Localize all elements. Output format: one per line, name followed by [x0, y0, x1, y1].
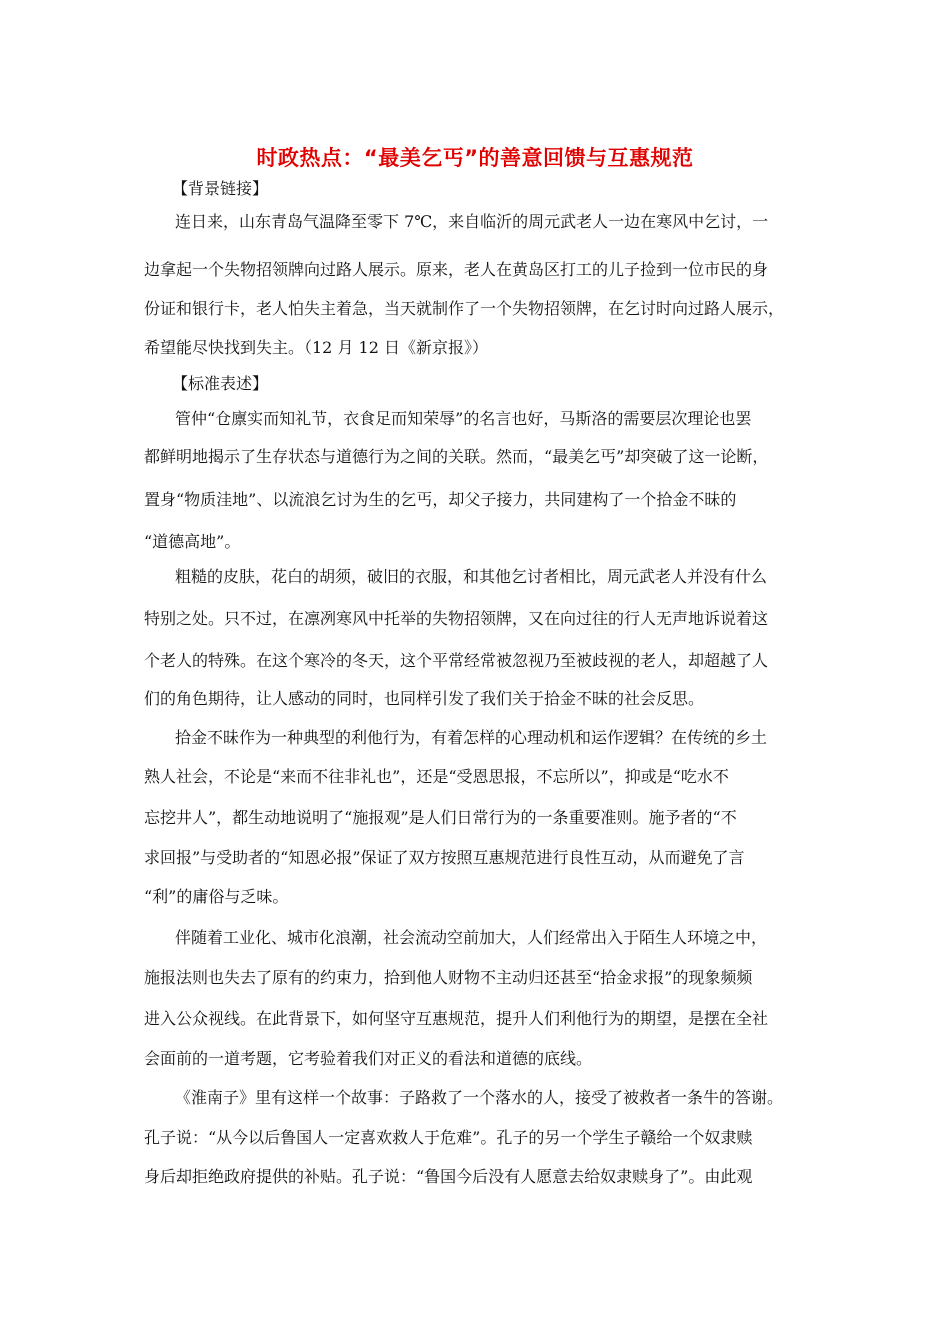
paragraph-line: 《淮南子》里有这样一个故事：子路救了一个落水的人，接受了被救者一条牛的答谢。: [175, 1088, 784, 1107]
paragraph-line: 熟人社会，不论是“来而不往非礼也”，还是“受恩思报，不忘所以”，抑或是“吃水不: [144, 767, 729, 786]
paragraph-line: 特别之处。只不过，在凛冽寒风中托举的失物招领牌，又在向过往的行人无声地诉说着这: [144, 609, 769, 628]
paragraph-line: 个老人的特殊。在这个寒冷的冬天，这个平常经常被忽视乃至被歧视的老人，却超越了人: [144, 651, 769, 670]
paragraph-line: 置身“物质洼地”、以流浪乞讨为生的乞丐，却父子接力，共同建构了一个拾金不昧的: [144, 490, 737, 509]
section-heading-background: 【背景链接】: [172, 179, 269, 198]
paragraph-line: 连日来，山东青岛气温降至零下 7℃，来自临沂的周元武老人一边在寒风中乞讨，一: [175, 212, 769, 231]
paragraph-line: 进入公众视线。在此背景下，如何坚守互惠规范，提升人们利他行为的期望，是摆在全社: [144, 1009, 769, 1028]
paragraph-line: 求回报”与受助者的“知恩必报”保证了双方按照互惠规范进行良性互动，从而避免了言: [144, 848, 745, 867]
paragraph-line: 们的角色期待，让人感动的同时，也同样引发了我们关于拾金不昧的社会反思。: [144, 689, 705, 708]
paragraph-line: “道德高地”。: [144, 532, 241, 551]
paragraph-line: 施报法则也失去了原有的约束力，拾到他人财物不主动归还甚至“拾金求报”的现象频频: [144, 968, 753, 987]
page-title: 时政热点：“最美乞丐”的善意回馈与互惠规范: [256, 146, 694, 170]
paragraph-line: 希望能尽快找到失主。（12 月 12 日《新京报》）: [144, 338, 488, 357]
paragraph-line: “利”的庸俗与乏味。: [144, 887, 289, 906]
paragraph-line: 孔子说：“从今以后鲁国人一定喜欢救人于危难”。孔子的另一个学生子赣给一个奴隶赎: [144, 1128, 753, 1147]
paragraph-line: 身后却拒绝政府提供的补贴。孔子说：“鲁国今后没有人愿意去给奴隶赎身了”。由此观: [144, 1167, 753, 1186]
paragraph-line: 会面前的一道考题，它考验着我们对正义的看法和道德的底线。: [144, 1049, 593, 1068]
paragraph-line: 边拿起一个失物招领牌向过路人展示。原来，老人在黄岛区打工的儿子捡到一位市民的身: [144, 260, 769, 279]
paragraph-line: 都鲜明地揭示了生存状态与道德行为之间的关联。然而，“最美乞丐”却突破了这一论断，: [144, 447, 769, 466]
paragraph-line: 伴随着工业化、城市化浪潮，社会流动空前加大，人们经常出入于陌生人环境之中，: [175, 928, 768, 947]
paragraph-line: 忘挖井人”，都生动地说明了“施报观”是人们日常行为的一条重要准则。施予者的“不: [144, 808, 737, 827]
section-heading-standard: 【标准表述】: [172, 374, 269, 393]
paragraph-line: 粗糙的皮肤，花白的胡须，破旧的衣服，和其他乞讨者相比，周元武老人并没有什么: [175, 567, 768, 586]
paragraph-line: 拾金不昧作为一种典型的利他行为，有着怎样的心理动机和运作逻辑？在传统的乡土: [175, 728, 768, 747]
paragraph-line: 管仲“仓廪实而知礼节，衣食足而知荣辱”的名言也好，马斯洛的需要层次理论也罢: [175, 409, 752, 428]
paragraph-line: 份证和银行卡，老人怕失主着急，当天就制作了一个失物招领牌，在乞讨时向过路人展示，: [144, 299, 785, 318]
